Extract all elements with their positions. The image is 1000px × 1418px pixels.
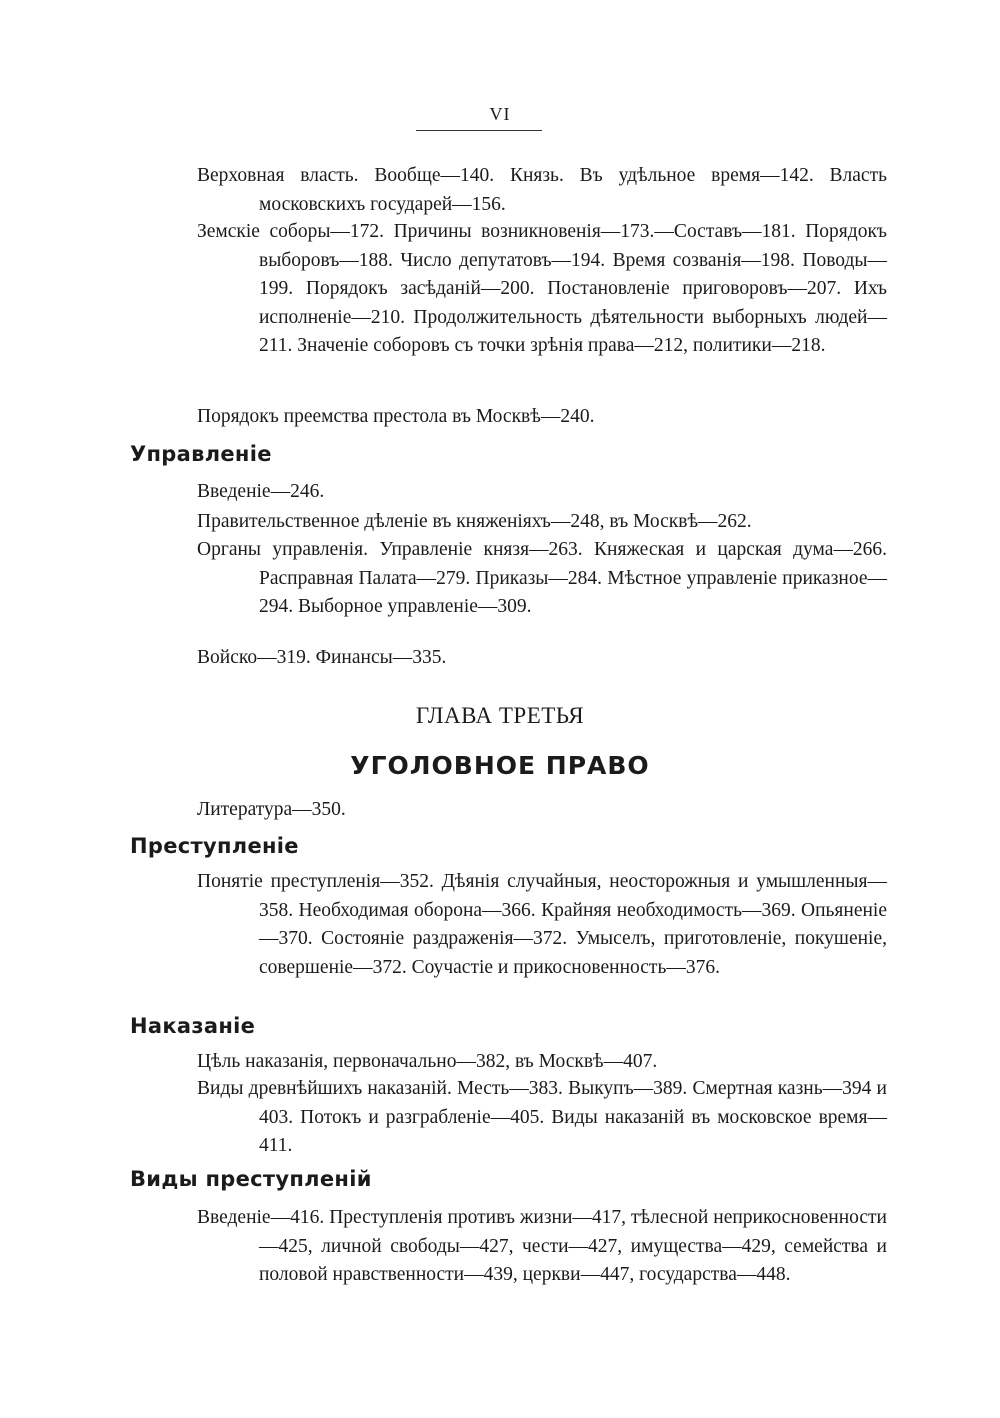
entry-poryadok-preemstva: Порядокъ преемства престола въ Москвѣ—240.	[197, 406, 595, 427]
section-heading-upravlenie: Управленіе	[130, 442, 272, 466]
page-number-rule	[416, 130, 542, 131]
entry-organy-upravleniya: Органы управленія. Управленіе князя—263. Княжеская и царская дума—266. Расправная Палата—279. Приказы—284. Мѣстное управленіе приказное—294. Выборное управленіе—309.	[197, 539, 887, 617]
entry-zemskie-sobory: Земскіе соборы—172. Причины возникновенія—173.—Составъ—181. Порядокъ выборовъ—188. Число депутатовъ—194. Время созванія—198. Поводы—199. Порядокъ засѣданій—200. Постановленіе приговоровъ—207. Ихъ исполненіе—210. Продолжительность дѣятельности выборныхъ людей—211. Значеніе соборовъ съ точки зрѣнія права—212, политики—218.	[197, 221, 887, 356]
page-number: VI	[489, 104, 511, 124]
section-heading-vidy-prestupleniy: Виды преступленій	[130, 1167, 372, 1191]
entry-literatura: Литература—350.	[197, 799, 346, 820]
entry-vidy-nakazaniy: Виды древнѣйшихъ наказаній. Месть—383. Выкупъ—389. Смертная казнь—394 и 403. Потокъ и разграбленіе—405. Виды наказаній въ московское время—411.	[197, 1078, 887, 1156]
entry-ponyatie-prestupleniya: Понятіе преступленія—352. Дѣянія случайныя, неосторожныя и умышленныя—358. Необходимая оборона—366. Крайняя необходимость—369. Опьяненіе—370. Состояніе раздраженія—372. Умыселъ, приготовленіе, покушеніе, совершеніе—372. Соучастіе и прикосновенность—376.	[197, 871, 887, 978]
chapter-subtitle: УГОЛОВНОЕ ПРАВО	[350, 751, 650, 780]
section-heading-nakazanie: Наказаніе	[130, 1014, 256, 1038]
entry-vvedenie-prestupleniya: Введеніе—416. Преступленія противъ жизни—417, тѣлесной неприкосновенности—425, личной свободы—427, чести—427, имущества—429, семейства и половой нравственности—439, церкви—447, государства—448.	[197, 1207, 887, 1285]
entry-vvedenie-upravlenie: Введеніе—246.	[197, 481, 325, 502]
entry-pravitelstvennoe-delenie: Правительственное дѣленіе въ княженіяхъ—248, въ Москвѣ—262.	[197, 511, 752, 532]
chapter-title: ГЛАВА ТРЕТЬЯ	[415, 703, 585, 728]
entry-verkhovnaya-vlast: Верховная власть. Вообще—140. Князь. Въ удѣльное время—142. Власть московскихъ государей—156.	[197, 165, 887, 215]
section-heading-prestuplenie: Преступленіе	[130, 834, 299, 858]
entry-tsel-nakazaniya: Цѣль наказанія, первоначально—382, въ Москвѣ—407.	[197, 1051, 658, 1072]
entry-voisko-finansy: Войско—319. Финансы—335.	[197, 647, 447, 668]
